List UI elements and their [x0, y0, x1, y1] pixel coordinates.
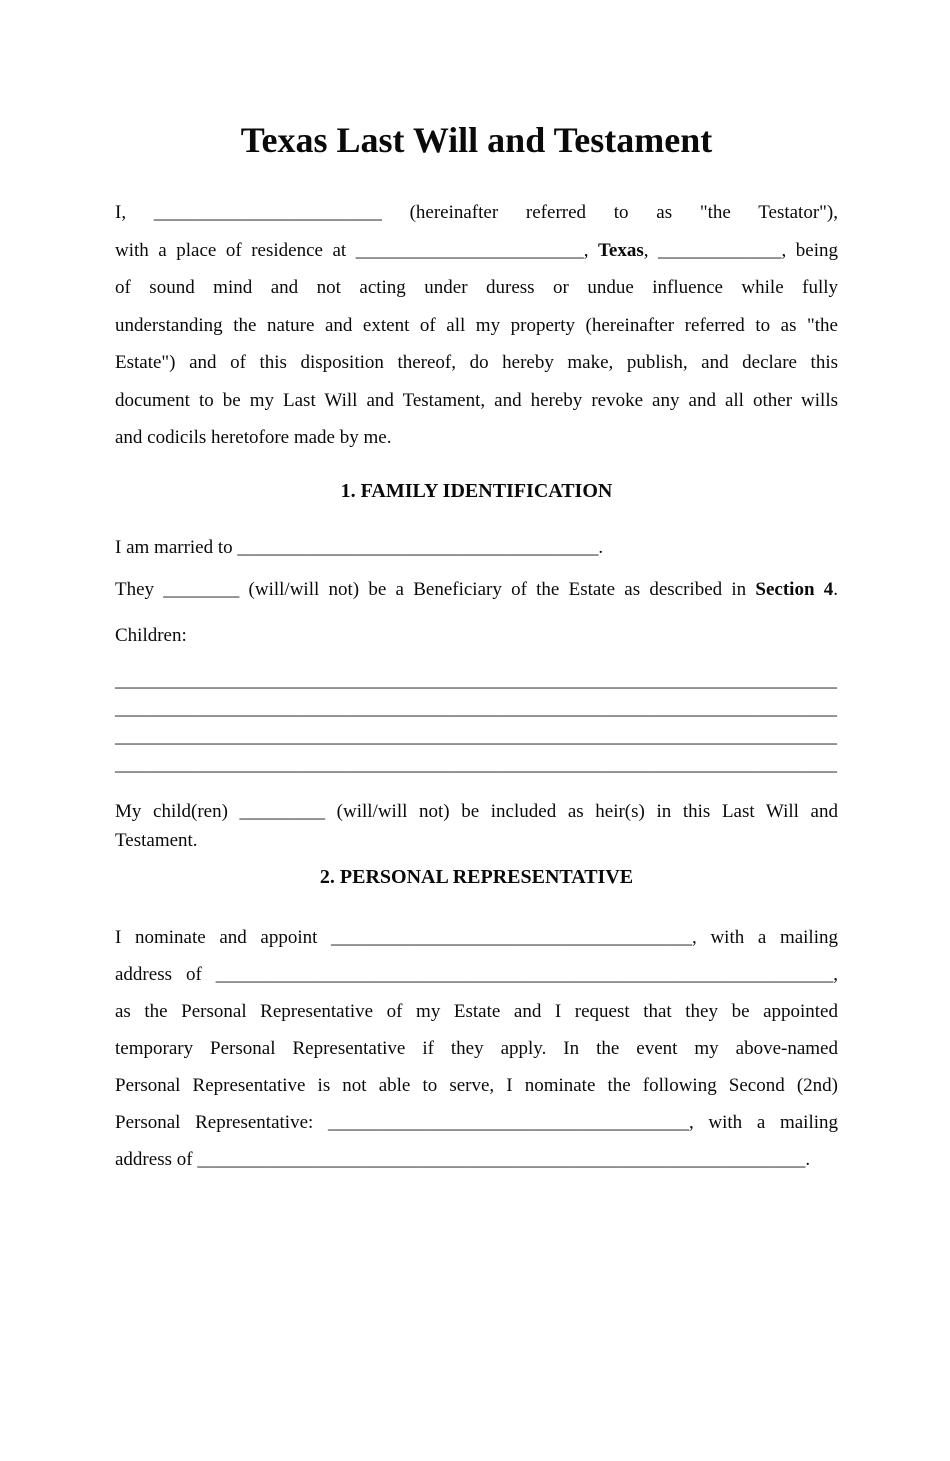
children-label: Children:	[115, 624, 187, 646]
beneficiary-text: They	[115, 579, 164, 600]
intro-paragraph	[115, 194, 838, 457]
children-line-1-field[interactable]: ____________________________________________________________________________	[115, 670, 837, 691]
spouse-beneficiary-line	[115, 571, 838, 609]
personal-rep-name-field[interactable]: ______________________________________	[331, 927, 693, 948]
rep-text-8: .	[805, 1149, 811, 1170]
document-title: Texas Last Will and Testament	[240, 120, 713, 160]
rep-text-7: address of	[115, 1149, 198, 1170]
intro-line-3: of sound mind and not acting under duress or undue influence while fully	[115, 277, 838, 298]
children-line-3-field[interactable]: ____________________________________________________________________________	[115, 726, 837, 747]
rep-line-4: temporary Personal Representative if they apply. In the event my above-named	[115, 1038, 838, 1059]
section-4-reference-bold: Section 4	[755, 579, 834, 600]
married-text: I am married to	[115, 536, 238, 558]
married-text-2: .	[598, 536, 604, 558]
testator-name-field[interactable]: ________________________	[153, 202, 382, 223]
beneficiary-text-2: (will/will not) be a Beneficiary of the Estate as described in	[239, 579, 756, 600]
section-2-heading: 2. PERSONAL REPRESENTATIVE	[319, 866, 634, 888]
intro-line-2-text: with a place of residence at	[115, 239, 356, 261]
children-heirs-line-2: Testament.	[115, 830, 198, 851]
rep-line-1	[115, 919, 838, 956]
intro-line-7: and codicils heretofore made by me.	[115, 427, 392, 448]
married-line	[115, 529, 838, 567]
second-rep-address-field[interactable]: ________________________________________________________________	[197, 1149, 806, 1170]
intro-line-2-text-2: ,	[583, 239, 598, 261]
children-line-4-field[interactable]: ____________________________________________________________________________	[115, 754, 837, 775]
rep-line-5: Personal Representative is not able to serve, I nominate the following Second (2nd)	[115, 1075, 838, 1096]
second-rep-name-field[interactable]: ______________________________________	[327, 1112, 689, 1133]
spouse-name-field[interactable]: ______________________________________	[237, 536, 599, 558]
children-heirs-choice-field[interactable]: _________	[239, 801, 326, 822]
rep-text-4: ,	[833, 964, 838, 985]
heirs-text-2: (will/will not) be included as heir(s) in this Last Will and	[325, 801, 838, 822]
intro-line-6: document to be my Last Will and Testament, and hereby revoke any and all other wills	[115, 389, 838, 411]
intro-line-4: understanding the nature and extent of all my property (hereinafter referred to as "the	[115, 314, 838, 336]
rep-line-2	[115, 956, 838, 993]
intro-line-2-text-3: ,	[643, 239, 659, 261]
intro-line-2	[115, 232, 838, 270]
intro-line-1-text-2: (hereinafter referred to as "the Testator"),	[381, 202, 838, 223]
children-line-2-field[interactable]: ____________________________________________________________________________	[115, 698, 837, 719]
children-heirs-paragraph	[115, 797, 838, 855]
children-list-area	[115, 667, 838, 779]
rep-text-6: , with a mailing	[688, 1112, 839, 1133]
rep-text-1: I nominate and appoint	[115, 927, 332, 948]
intro-line-1-text: I,	[115, 202, 154, 223]
residence-county-field[interactable]: _____________	[658, 239, 782, 261]
children-heirs-line-1	[115, 797, 838, 826]
residence-address-field[interactable]: ________________________	[355, 239, 584, 261]
rep-line-6	[115, 1104, 838, 1141]
will-document-page	[0, 118, 950, 1461]
section-1-heading: 1. FAMILY IDENTIFICATION	[340, 479, 613, 502]
spouse-beneficiary-choice-field[interactable]: ________	[163, 579, 240, 600]
rep-line-7	[115, 1141, 838, 1178]
intro-line-1	[115, 194, 838, 232]
state-name-bold: Texas	[597, 239, 644, 261]
heirs-text: My child(ren)	[115, 801, 240, 822]
personal-representative-paragraph	[115, 919, 838, 1178]
rep-text-5: Personal Representative:	[115, 1112, 328, 1133]
rep-text-3: address of	[115, 964, 216, 985]
personal-rep-address-field[interactable]: _________________________________________________________________	[215, 964, 834, 985]
intro-line-5: Estate") and of this disposition thereof, do hereby make, publish, and declare this	[115, 352, 838, 373]
rep-line-3: as the Personal Representative of my Estate and I request that they be appointed	[115, 1001, 838, 1022]
rep-text-2: , with a mailing	[692, 927, 838, 948]
beneficiary-text-3: .	[833, 579, 839, 600]
intro-line-2-text-4: , being	[781, 239, 839, 261]
